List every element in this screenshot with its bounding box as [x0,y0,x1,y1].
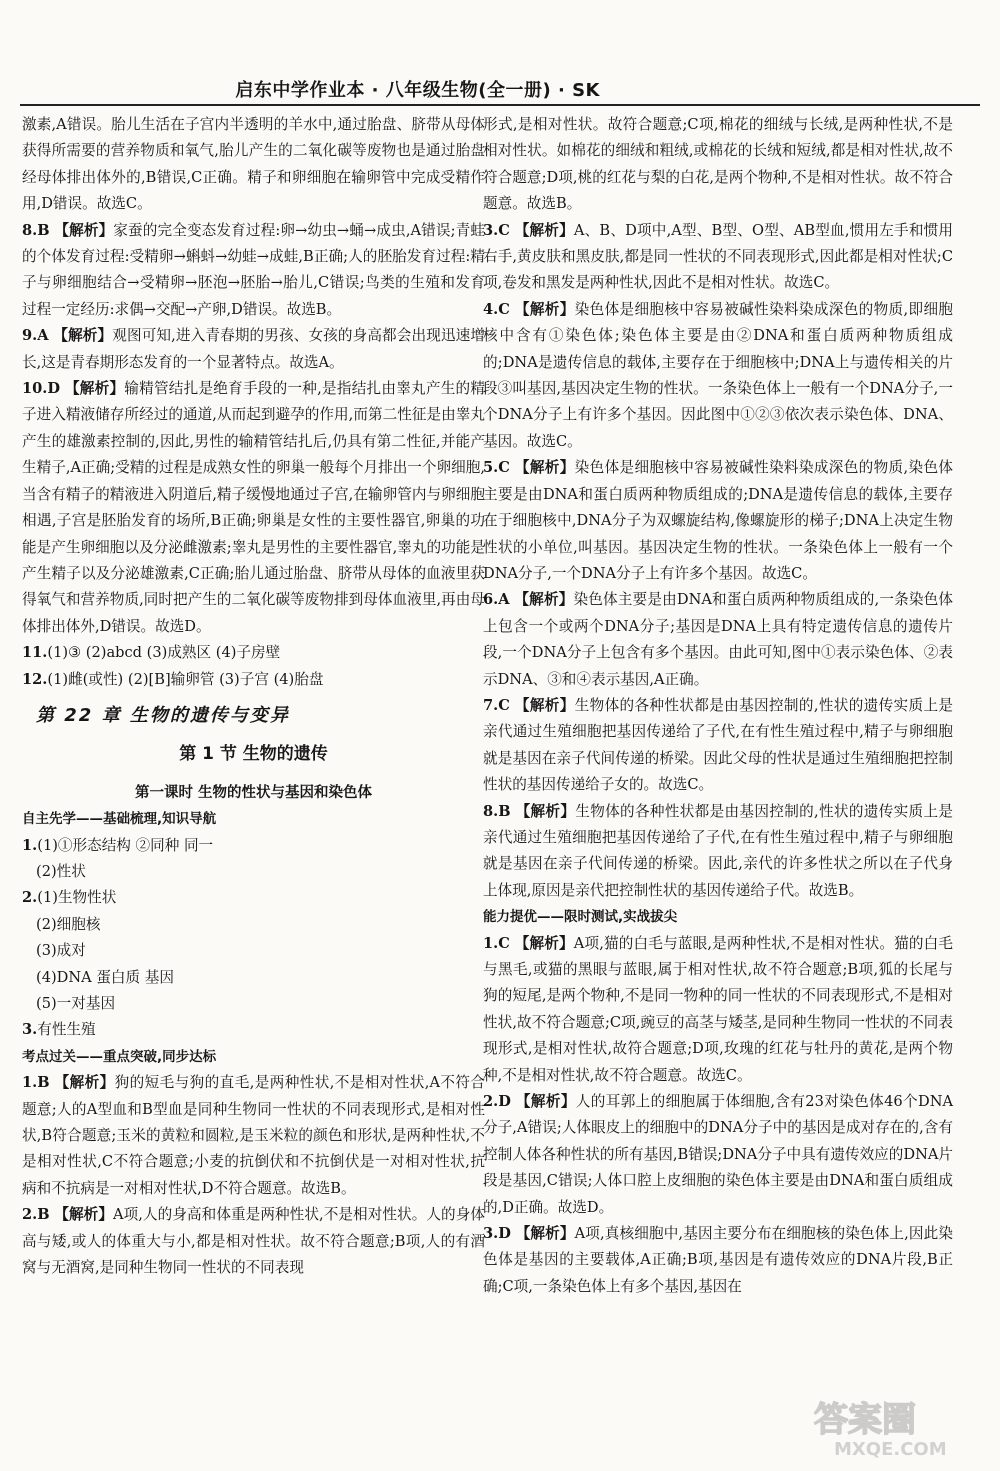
item-number: 1. [22,836,38,854]
answer-choice: C [498,459,510,477]
answer-choice: B [37,1074,50,1092]
analysis-text: 观图可知,进入青春期的男孩、女孩的身高都会出现迅速增长,这是青春期形态发育的一个显著特点。故选A。 [22,327,485,371]
chapter-heading: 第 22 章 生物的遗传与变异 [36,704,290,726]
answer-item-7 [483,693,953,799]
watermark-text: 答案圈 [814,1400,916,1440]
answer-line: (3)成对 [36,942,86,960]
answer-item-8 [22,218,485,324]
item-number: 1. [483,934,499,952]
item-number: 2. [22,1206,38,1224]
subsection-heading: 能力提优——限时测试,实战拔尖 [483,909,678,926]
analysis-text: 输精管结扎是绝育手段的一种,是指结扎由睾丸产生的精子进入精液储存所经过的通道,从而起到避孕的作用,而第二性征是由睾丸产生的雄激素控制的,因此,男性的输精管结扎后,仍具有第二性征,并能产生精子,A正确;受精的过程是成熟女性的卵巢一般每个月排出一个卵细胞,当含有精子的精液进入阴道后,精子缓慢地通过子宫,在输卵管内与卵细胞相遇,子宫是胚胎发育的场所,B正确;卵巢是女性的主要性器官,卵巢的功能是产生卵细胞以及分泌雌激素;睾丸是男性的主要性器官,睾丸的功能是产生精子以及分泌雄激素,C正确;胎儿通过胎盘、脐带从母体的血液里获得氧气和营养物质,同时把产生的二氧化碳等废物排到母体血液里,再由母体排出体外,D错误。故选D。 [22,380,485,635]
answer-item-1 [22,833,485,859]
subsection-heading: 自主先学——基础梳理,知识导航 [22,811,217,828]
item-number: 3. [483,1225,499,1243]
analysis-tag: 【解析】 [515,1093,576,1111]
analysis-tag: 【解析】 [64,380,125,398]
right-column [483,112,953,1300]
answer-item-10 [22,376,485,640]
lesson-heading: 第一课时 生物的性状与基因和染色体 [134,784,373,801]
answer-choice: C [498,934,510,952]
right-continued-paragraph: 形式,是相对性状。故符合题意;C项,棉花的细绒与长绒,是两种性状,不是相对性状。如棉花的细绒和粗绒,或棉花的长绒和短绒,都是相对性状,故不符合题意;D项,桃的红花与梨的白花,是两个物种,不是相对性状。故不符合题意。故选B。 [483,116,953,213]
answer-item-2 [22,1202,485,1281]
answer-text: 有性生殖 [37,1021,96,1039]
analysis-tag: 【解析】 [515,1225,575,1243]
answer-item-12 [22,667,485,693]
answer-line: (2)细胞核 [36,915,101,933]
answer-line: (5)一对基因 [36,995,116,1012]
answer-choice: B [498,802,511,820]
answer-choice: A [37,327,49,345]
analysis-tag: 【解析】 [514,459,575,477]
answer-text: (1)③ (2)abcd (3)成熟区 (4)子房壁 [47,644,281,662]
left-continued-paragraph: 激素,A错误。胎儿生活在子宫内半透明的羊水中,通过胎盘、脐带从母体获得所需要的营养物质和氧气,胎儿产生的二氧化碳等废物也是通过胎盘经母体排出体外的,B错误,C正确。精子和卵细胞在输卵管中完成受精作用,D错误。故选C。 [22,116,485,213]
answer-item-6 [483,587,953,693]
answer-choice: D [498,1225,511,1243]
answer-item-3 [483,218,953,297]
answer-item-3 [22,1017,485,1043]
analysis-text: 染色体是细胞核中容易被碱性染料染成深色的物质,即细胞核中含有①染色体;染色体主要是由②DNA和蛋白质两种物质组成的;DNA是遗传信息的载体,主要存在于细胞核中;DNA上与遗传相关的片段③叫基因,基因决定生物的性状。一条染色体上一般有一个DNA分子,一个DNA分子上有许多个基因。因此图中①②③依次表示染色体、DNA、基因。故选C。 [483,300,953,450]
analysis-text: A项,真核细胞中,基因主要分布在细胞核的染色体上,因此染色体是基因的主要载体,A正确;B项,基因是有遗传效应的DNA片段,B正确;C项,一条染色体上有多个基因,基因在 [483,1225,953,1295]
answer-choice: B [37,1206,50,1224]
item-number: 2. [22,889,38,907]
analysis-tag: 【解析】 [514,221,574,239]
header-title: 启东中学作业本 · 八年级生物(全一册) · SK [235,80,600,101]
analysis-tag: 【解析】 [514,300,575,318]
analysis-text: 染色体是细胞核中容易被碱性染料染成深色的物质,染色体主要是由DNA和蛋白质两种物质组成的;DNA是遗传信息的载体,主要存在于细胞核中,DNA分子为双螺旋结构,像螺旋形的梯子;DNA上决定生物性状的小单位,叫基因。基因决定生物的性状。一条染色体上一般有一个DNA分子,一个DNA分子上有许多个基因。故选C。 [483,459,953,582]
item-number: 8. [22,221,38,239]
item-number: 8. [483,802,499,820]
item-number: 3. [483,221,499,239]
item-number: 10. [22,380,48,398]
analysis-tag: 【解析】 [54,1206,113,1224]
analysis-tag: 【解析】 [514,591,574,609]
answer-choice: C [498,221,510,239]
analysis-text: 染色体主要是由DNA和蛋白质两种物质组成的,一条染色体上包含一个或两个DNA分子;基因是DNA上具有特定遗传信息的遗传片段,一个DNA分子上包含有多个基因。由此可知,图中①表示染色体、②表示DNA、③和④表示基因,A正确。 [483,591,953,688]
answer-item-2 [22,885,485,911]
watermark-logo [804,1391,984,1461]
subsection-heading: 考点过关——重点突破,同步达标 [22,1048,217,1065]
analysis-text: A、B、D项中,A型、B型、O型、AB型血,惯用左手和惯用右手,黄皮肤和黑皮肤,都是同一性状的不同表现形式,因此都是相对性状;C项,卷发和黑发是两种性状,因此不是相对性状。故选C。 [483,221,953,292]
item-number: 2. [483,1093,499,1111]
answer-text: (1)雌(或性) (2)[B]输卵管 (3)子宫 (4)胎盘 [47,670,324,688]
answer-item-9 [22,323,485,376]
left-column [22,112,485,1281]
analysis-text: A项,猫的白毛与蓝眼,是两种性状,不是相对性状。猫的白毛与黑毛,或猫的黑眼与蓝眼,属于相对性状,故不符合题意;B项,狐的长尾与狗的短尾,是两个物种,不是同一物种的同一性状的不同表现形式,不是相对性状,故不符合题意;C项,豌豆的高茎与矮茎,是同种生物同一性状的不同表现形式,是相对性状,故符合题意;D项,玫瑰的红花与牡丹的黄花,是两个物种,不是相对性状,故不符合题意。故选C。 [483,934,953,1084]
section-heading: 第 1 节 生物的遗传 [179,744,328,765]
item-number: 9. [22,327,38,345]
analysis-text: 生物体的各种性状都是由基因控制的,性状的遗传实质上是亲代通过生殖细胞把基因传递给了子代,在有性生殖过程中,精子与卵细胞就是基因在亲子代间传递的桥梁。因此,亲代的许多性状之所以在子代身上体现,原因是亲代把控制性状的基因传递给子代。故选B。 [483,802,953,899]
analysis-tag: 【解析】 [514,934,574,952]
answer-line: (1)生物性状 [37,889,117,907]
answer-item-8 [483,799,953,905]
answer-item-11 [22,640,485,666]
answer-item-4 [483,297,953,455]
answer-choice: B [37,221,50,239]
answer-item-1 [22,1070,485,1202]
answer-item-1 [483,931,953,1089]
answer-choice: D [47,380,61,398]
answer-item-3 [483,1221,953,1300]
analysis-tag: 【解析】 [515,802,576,820]
answer-choice: D [498,1093,511,1111]
analysis-tag: 【解析】 [514,696,575,714]
answer-choice: C [498,696,510,714]
item-number: 6. [483,591,499,609]
answer-line: (2)性状 [36,862,86,880]
item-number: 3. [22,1021,38,1039]
item-number: 1. [22,1074,38,1092]
watermark-graphic [804,1391,984,1461]
analysis-text: 家蚕的完全变态发育过程:卵→幼虫→蛹→成虫,A错误;青蛙的个体发育过程:受精卵→蝌蚪→幼蛙→成蛙,B正确;人的胚胎发育过程:精子与卵细胞结合→受精卵→胚泡→胚胎→胎儿,C错误;鸟类的生殖和发育过程一定经历:求偶→交配→产卵,D错误。故选B。 [22,221,485,318]
analysis-text: 人的耳郭上的细胞属于体细胞,含有23对染色体46个DNA分子,A错误;人体眼皮上的细胞中的DNA分子中的基因是成对存在的,含有控制人体各种性状的所有基因,B错误;DNA分子中具有遗传效应的DNA片段是基因,C错误;人体口腔上皮细胞的染色体主要是由DNA和蛋白质组成的,D正确。故选D。 [483,1093,953,1216]
item-number: 12. [22,670,48,688]
page-header [20,70,980,106]
analysis-tag: 【解析】 [53,327,113,345]
answer-choice: A [498,591,510,609]
analysis-tag: 【解析】 [54,221,114,239]
analysis-text: 生物体的各种性状都是由基因控制的,性状的遗传实质上是亲代通过生殖细胞把基因传递给了子代,在有性生殖过程中,精子与卵细胞就是基因在亲子代间传递的桥梁。因此父母的性状是通过生殖细胞把控制性状的基因传递给子女的。故选C。 [483,696,953,794]
analysis-text: 狗的短毛与狗的直毛,是两种性状,不是相对性状,A不符合题意;人的A型血和B型血是同种生物同一性状的不同表现形式,是相对性状,B符合题意;玉米的黄粒和圆粒,是玉米粒的颜色和形状,是两种性状,不是相对性状,C不符合题意;小麦的抗倒伏和不抗倒伏是一对相对性状,抗病和不抗病是一对相对性状,D不符合题意。故选B。 [22,1074,485,1197]
analysis-tag: 【解析】 [54,1074,115,1092]
answer-item-2 [483,1089,953,1221]
item-number: 5. [483,459,499,477]
answer-item-5 [483,455,953,587]
item-number: 11. [22,644,48,662]
answer-line: (4)DNA 蛋白质 基因 [36,968,174,986]
item-number: 4. [483,300,499,318]
item-number: 7. [483,696,499,714]
watermark-url: MXQE.COM [834,1439,947,1460]
answer-choice: C [498,300,510,318]
answer-line: (1)①形态结构 ②同种 同一 [37,836,214,854]
analysis-text: A项,人的身高和体重是两种性状,不是相对性状。人的身体高与矮,或人的体重大与小,都是相对性状。故不符合题意;B项,人的有酒窝与无酒窝,是同种生物同一性状的不同表现 [22,1206,485,1277]
